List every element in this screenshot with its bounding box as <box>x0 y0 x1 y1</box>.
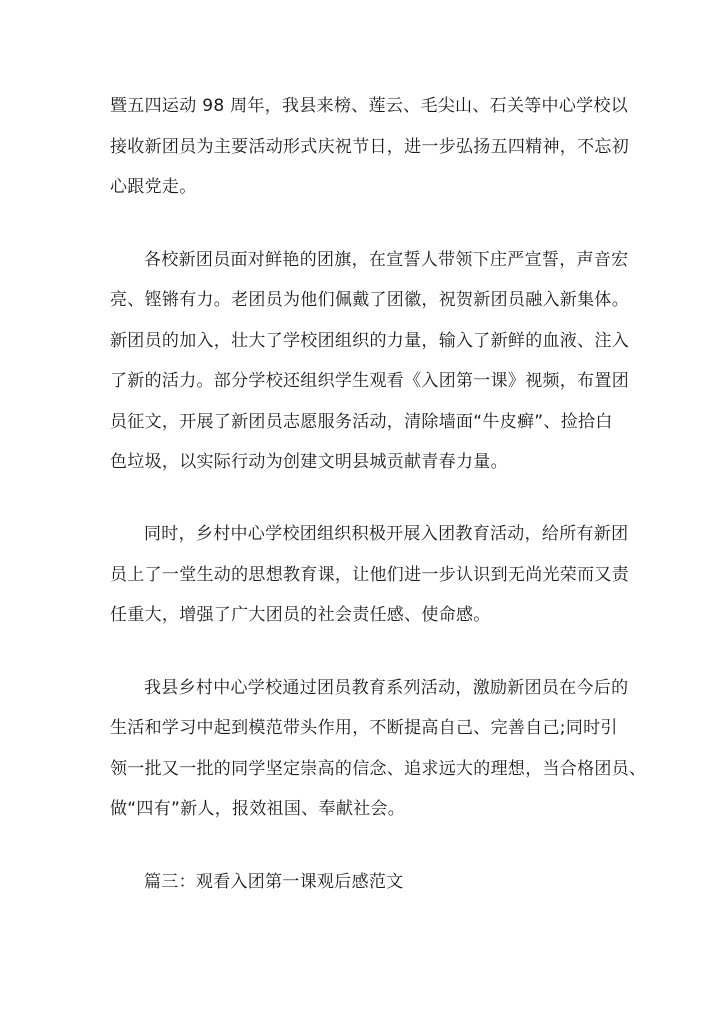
paragraph-1-line-3: 心跟党走。 <box>110 177 197 197</box>
paragraph-2-line-1: 各校新团员面对鲜艳的团旗，在宣誓人带领下庄严宣誓，声音宏 <box>144 250 629 270</box>
paragraph-1-line-1: 暨五四运动 98 周年，我县来榜、莲云、毛尖山、石关等中心学校以 <box>110 96 629 116</box>
paragraph-3-line-3: 任重大，增强了广大团员的社会责任感、使命感。 <box>110 605 491 625</box>
paragraph-3-line-2: 员上了一堂生动的思想教育课，让他们进一步认识到无尚光荣而又责 <box>110 565 629 585</box>
paragraph-2-line-4: 了新的活力。部分学校还组织学生观看《入团第一课》视频，布置团 <box>110 371 629 391</box>
paragraph-2-line-5: 员征文，开展了新团员志愿服务活动，清除墙面“牛皮癣”、捡拾白 <box>110 412 613 432</box>
paragraph-4-line-4: 做“四有”新人，报效祖国、奉献社会。 <box>110 799 406 819</box>
paragraph-3-line-1: 同时，乡村中心学校团组织积极开展入团教育活动，给所有新团 <box>144 524 629 544</box>
paragraph-1-line-2: 接收新团员为主要活动形式庆祝节日，进一步弘扬五四精神，不忘初 <box>110 137 629 157</box>
paragraph-4-line-3: 领一批又一批的同学坚定崇高的信念、追求远大的理想，当合格团员、 <box>110 759 647 779</box>
paragraph-4-line-2: 生活和学习中起到模范带头作用，不断提高自己、完善自己;同时引 <box>110 718 618 738</box>
paragraph-4-line-1: 我县乡村中心学校通过团员教育系列活动，激励新团员在今后的 <box>144 678 629 698</box>
section-heading: 篇三：观看入团第一课观后感范文 <box>144 872 404 892</box>
paragraph-2-line-6: 色垃圾，以实际行动为创建文明县城贡献青春力量。 <box>110 452 508 472</box>
paragraph-2-line-2: 亮、铿锵有力。老团员为他们佩戴了团徽，祝贺新团员融入新集体。 <box>110 290 629 310</box>
paragraph-2-line-3: 新团员的加入，壮大了学校团组织的力量，输入了新鲜的血液、注入 <box>110 331 629 351</box>
